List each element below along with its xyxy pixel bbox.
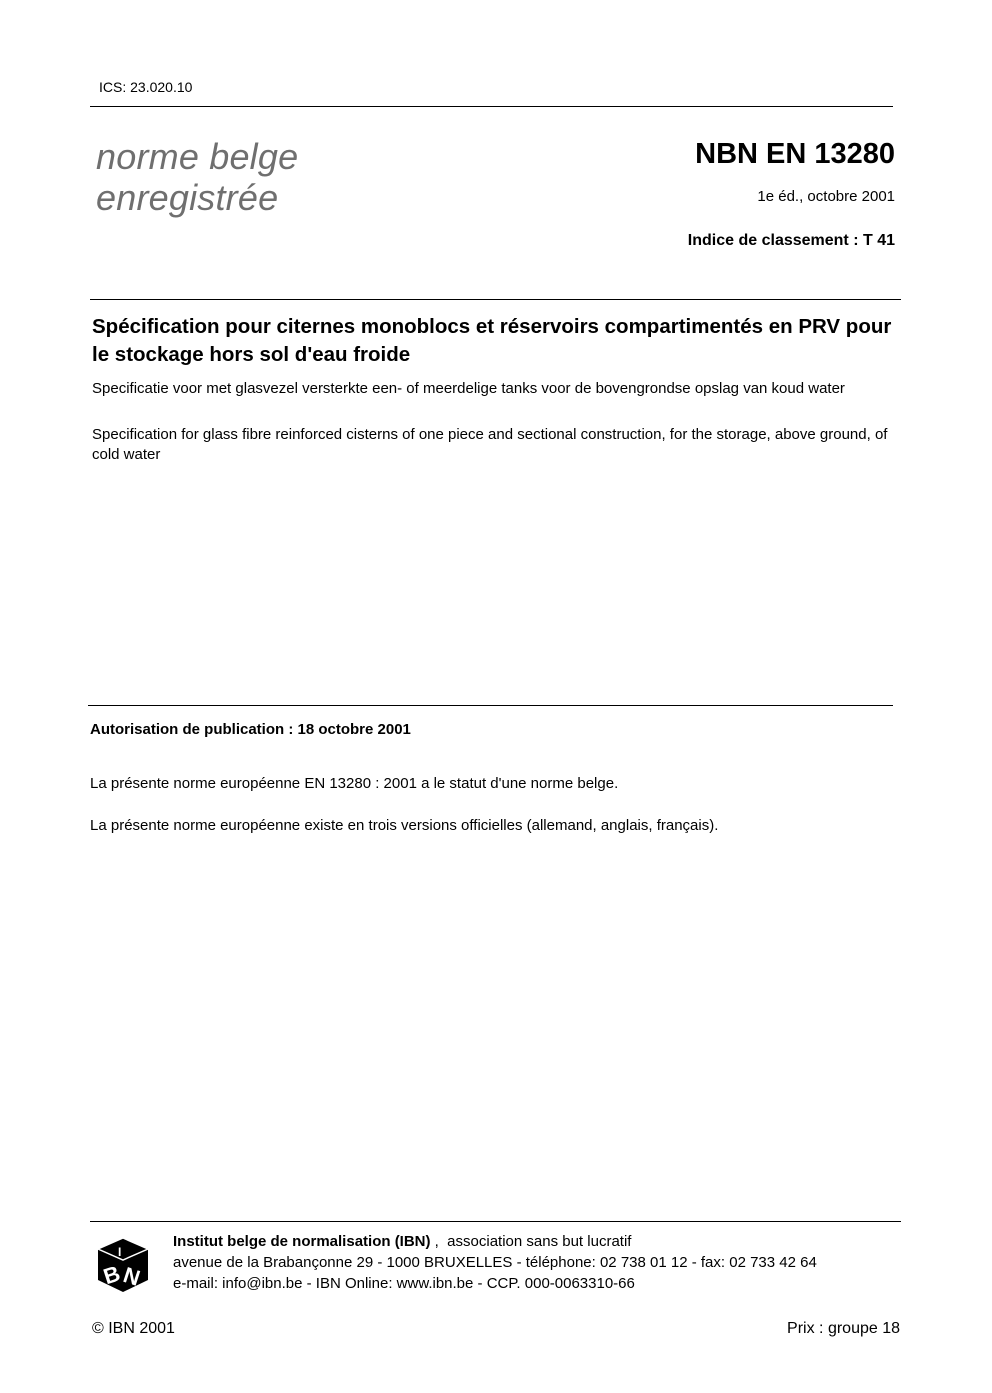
versions-paragraph: La présente norme européenne existe en trois versions officielles (allemand, anglais, français). [90, 817, 719, 834]
price-group: Prix : groupe 18 [787, 1320, 900, 1337]
classification-index: Indice de classement : T 41 [687, 232, 895, 249]
ibn-logo [96, 1236, 150, 1294]
header-rule [90, 106, 893, 107]
title-dutch: Specificatie voor met glasvezel versterkte een- of meerdelige tanks voor de bovengrondse opslag van koud water [92, 380, 845, 397]
edition-date: 1e éd., octobre 2001 [757, 188, 895, 205]
footer-rule [90, 1221, 901, 1222]
standard-code: NBN EN 13280 [695, 138, 895, 170]
institute-contact: e-mail: info@ibn.be - IBN Online: www.ibn.be - CCP. 000-0063310-66 [173, 1275, 635, 1292]
publication-rule [88, 705, 893, 706]
institute-name: Institut belge de normalisation (IBN) [173, 1233, 431, 1250]
svg-text:B: B [100, 1260, 124, 1290]
institute-info [173, 1231, 817, 1294]
title-top-rule [90, 299, 901, 300]
norm-status-line2: enregistrée [96, 177, 279, 218]
institute-type: , association sans but lucratif [430, 1233, 632, 1250]
status-paragraph: La présente norme européenne EN 13280 : 2001 a le statut d'une norme belge. [90, 775, 619, 792]
institute-address: avenue de la Brabançonne 29 - 1000 BRUXELLES - téléphone: 02 738 01 12 - fax: 02 733 42 64 [173, 1254, 817, 1271]
ics-code: ICS: 23.020.10 [99, 79, 193, 95]
norm-status [96, 136, 298, 218]
title-french: Spécification pour citernes monoblocs et réservoirs compartimentés en PRV pour le stockage hors sol d'eau froide [92, 315, 892, 366]
publication-authorisation: Autorisation de publication : 18 octobre 2001 [90, 721, 411, 738]
copyright: © IBN 2001 [92, 1320, 175, 1337]
svg-text:I: I [118, 1245, 122, 1259]
norm-status-line1: norme belge [96, 136, 299, 177]
title-english: Specification for glass fibre reinforced cisterns of one piece and sectional construction, for the storage, above ground, of cold water [92, 426, 888, 463]
svg-text:N: N [120, 1262, 144, 1291]
institute-name-line [173, 1231, 817, 1252]
